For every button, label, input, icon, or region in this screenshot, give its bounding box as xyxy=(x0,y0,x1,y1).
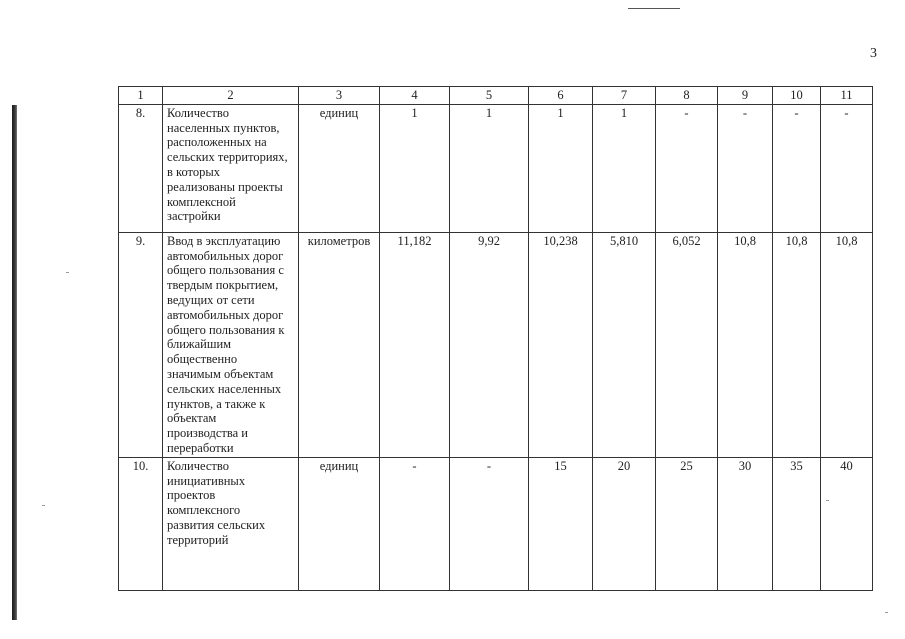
column-number-row xyxy=(119,87,873,105)
description-line: общего пользования с xyxy=(167,263,284,278)
description-line: населенных пунктов, xyxy=(167,120,280,135)
unit-cell: единиц xyxy=(299,104,380,232)
table-row xyxy=(119,457,873,590)
value-cell: 10,8 xyxy=(773,232,821,457)
value-cell: 30 xyxy=(718,457,773,590)
description-line: реализованы проекты xyxy=(167,179,283,194)
description-line: общественно xyxy=(167,352,238,367)
indicator-description xyxy=(163,457,299,590)
column-number: 4 xyxy=(380,87,450,105)
column-number: 5 xyxy=(450,87,529,105)
unit-cell: километров xyxy=(299,232,380,457)
row-number: 9. xyxy=(119,232,163,457)
description-line: застройки xyxy=(167,209,221,224)
table-row xyxy=(119,104,873,232)
description-line: комплексного xyxy=(167,503,241,518)
indicator-description xyxy=(163,104,299,232)
value-cell: 1 xyxy=(380,104,450,232)
description-line: автомобильных дорог xyxy=(167,248,284,263)
value-cell: 6,052 xyxy=(656,232,718,457)
value-cell: - xyxy=(773,104,821,232)
description-line: переработки xyxy=(167,440,234,455)
description-line: пунктов, а также к xyxy=(167,396,266,411)
scan-speck xyxy=(885,612,888,613)
description-line: объектам xyxy=(167,411,217,426)
value-cell: 5,810 xyxy=(593,232,656,457)
description-line: Ввод в эксплуатацию xyxy=(167,233,281,248)
description-line: значимым объектам xyxy=(167,366,274,381)
value-cell: 10,8 xyxy=(821,232,873,457)
column-number: 10 xyxy=(773,87,821,105)
scan-mark xyxy=(628,8,680,9)
row-number: 8. xyxy=(119,104,163,232)
value-cell: 10,8 xyxy=(718,232,773,457)
description-line: комплексной xyxy=(167,194,236,209)
column-number: 7 xyxy=(593,87,656,105)
page-number: 3 xyxy=(870,46,877,61)
value-cell: 9,92 xyxy=(450,232,529,457)
unit-cell: единиц xyxy=(299,457,380,590)
column-number: 2 xyxy=(163,87,299,105)
scan-speck xyxy=(42,505,45,506)
value-cell: 20 xyxy=(593,457,656,590)
description-line: развития сельских xyxy=(167,517,266,532)
value-cell: 1 xyxy=(529,104,593,232)
column-number: 9 xyxy=(718,87,773,105)
value-cell: 25 xyxy=(656,457,718,590)
value-cell: 35 xyxy=(773,457,821,590)
description-line: сельских территориях, xyxy=(167,150,288,165)
description-line: Количество xyxy=(167,458,229,473)
column-number: 8 xyxy=(656,87,718,105)
description-line: Количество xyxy=(167,105,229,120)
indicator-description xyxy=(163,232,299,457)
column-number: 1 xyxy=(119,87,163,105)
row-number: 10. xyxy=(119,457,163,590)
description-line: территорий xyxy=(167,532,229,547)
description-line: твердым покрытием, xyxy=(167,278,279,293)
value-cell: - xyxy=(718,104,773,232)
description-line: ближайшим xyxy=(167,337,232,352)
description-line: сельских населенных xyxy=(167,381,282,396)
scan-speck xyxy=(66,272,69,273)
description-line: автомобильных дорог xyxy=(167,307,284,322)
value-cell: 15 xyxy=(529,457,593,590)
value-cell: 40 xyxy=(821,457,873,590)
indicator-table xyxy=(118,86,873,591)
description-line: ведущих от сети xyxy=(167,292,255,307)
column-number: 3 xyxy=(299,87,380,105)
scan-edge-shadow xyxy=(12,105,17,620)
value-cell: 1 xyxy=(450,104,529,232)
column-number: 6 xyxy=(529,87,593,105)
value-cell: - xyxy=(821,104,873,232)
description-line: инициативных xyxy=(167,473,246,488)
description-line: проектов xyxy=(167,488,216,503)
value-cell: 11,182 xyxy=(380,232,450,457)
value-cell: - xyxy=(656,104,718,232)
description-line: в которых xyxy=(167,164,220,179)
description-line: производства и xyxy=(167,426,248,441)
description-line: общего пользования к xyxy=(167,322,285,337)
value-cell: 10,238 xyxy=(529,232,593,457)
value-cell: - xyxy=(450,457,529,590)
description-line: расположенных на xyxy=(167,135,267,150)
table-row xyxy=(119,232,873,457)
value-cell: 1 xyxy=(593,104,656,232)
value-cell: - xyxy=(380,457,450,590)
column-number: 11 xyxy=(821,87,873,105)
